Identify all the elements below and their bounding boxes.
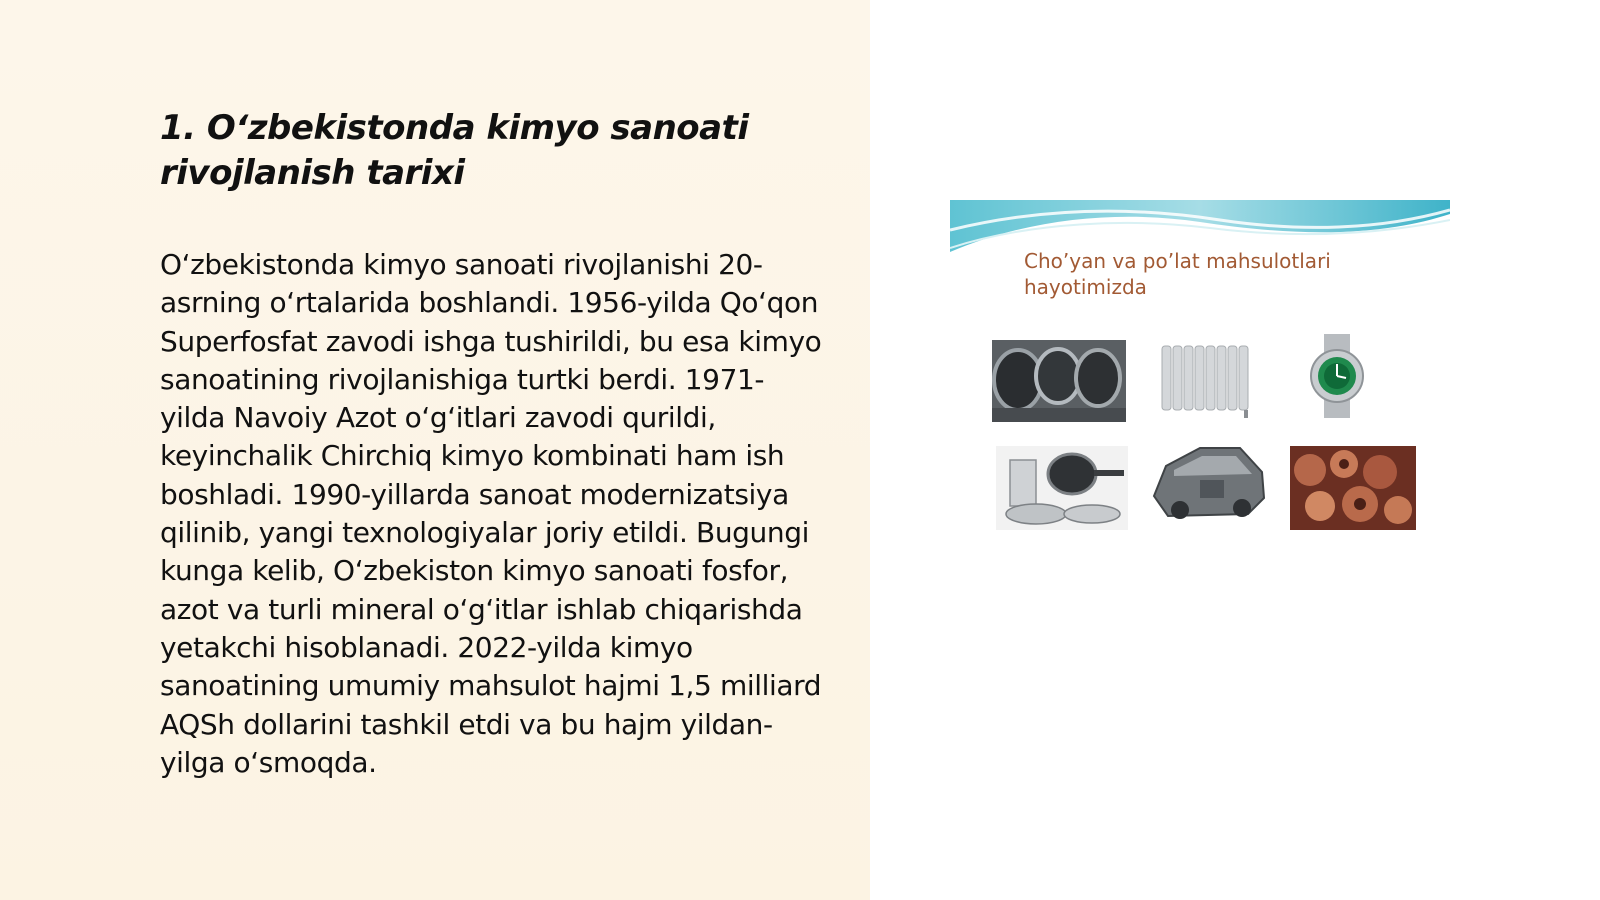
image-card	[950, 200, 1450, 545]
fittings-icon	[1290, 446, 1416, 530]
cookware-icon	[996, 446, 1128, 530]
wristwatch-icon	[1300, 334, 1374, 418]
car-frame-icon	[1144, 436, 1272, 528]
slide-body-text: O‘zbekistonda kimyo sanoati rivojlanishi 20-asrning o‘rtalarida boshlandi. 1956-yilda Qo‘qon Superfosfat zavodi ishga tushirildi, bu esa kimyo sanoatining rivojlanishiga turtki berdi. 1971-yilda Navoiy Azot o‘g‘itlari zavodi qurildi, keyinchalik Chirchiq kimyo kombinati ham ish boshladi. 1990-yillarda sanoat modernizatsiya qilinib, yangi texnologiyalar joriy etildi. Bugungi kunga kelib, O‘zbekiston kimyo sanoati fosfor, azot va turli mineral o‘g‘itlar ishlab chiqarishda yetakchi hisoblanadi. 2022-yilda kimyo sanoatining umumiy mahsulot hajmi 1,5 milliard AQSh dollarini tashkil etdi va bu hajm yildan-yilga o‘smoqda.	[160, 248, 822, 779]
slide-title: 1. O‘zbekistonda kimyo sanoati rivojlanish tarixi	[160, 108, 749, 193]
image-caption: Cho’yan va po’lat mahsulotlari hayotimizda	[1024, 249, 1331, 299]
radiator-icon	[1158, 340, 1258, 420]
pipes-icon	[992, 340, 1126, 422]
